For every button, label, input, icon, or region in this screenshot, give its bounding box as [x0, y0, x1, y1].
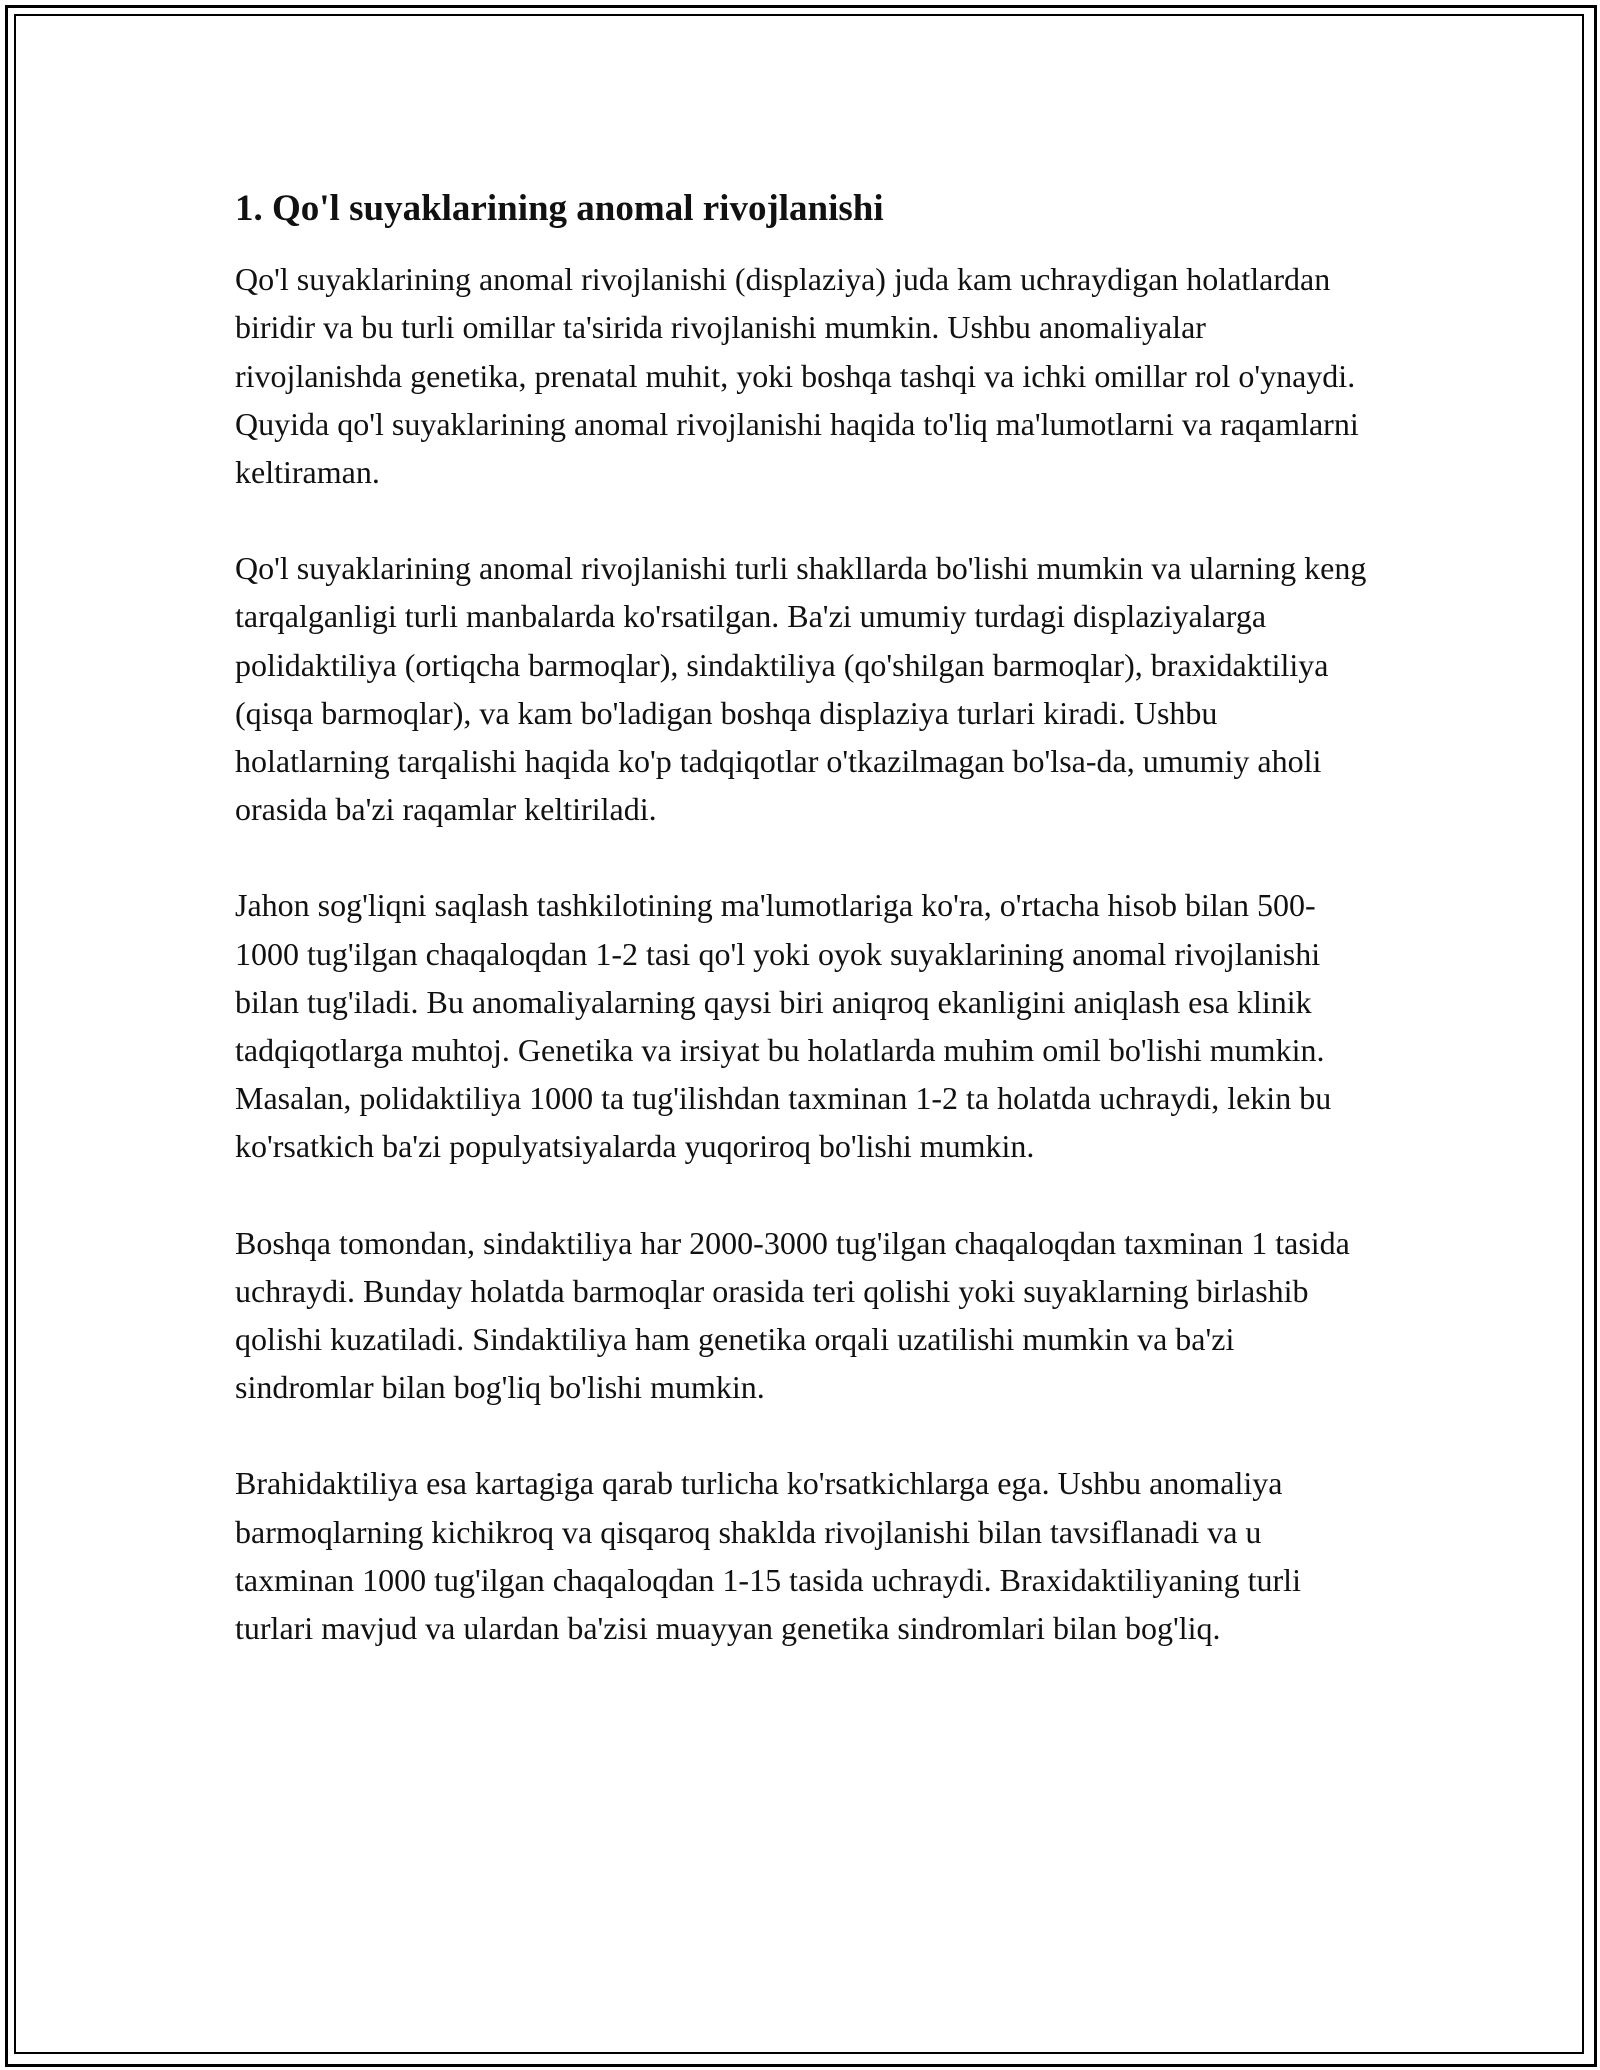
paragraph-3: Jahon sog'liqni saqlash tashkilotining ma'lumotlariga ko'ra, o'rtacha hisob bilan 500-1000 tug'ilgan chaqaloqdan 1-2 tasi qo'l yoki oyok suyaklarining anomal rivojlanishi bilan tug'iladi. Bu anomaliyalarning qaysi biri aniqroq ekanligini aniqlash esa klinik tadqiqotlarga muhtoj. Genetika va irsiyat bu holatlarda muhim omil bo'lishi mumkin. Masalan, polidaktiliya 1000 ta tug'ilishdan taxminan 1-2 ta holatda uchraydi, lekin bu ko'rsatkich ba'zi populyatsiyalarda yuqoriroq bo'lishi mumkin. [235, 887, 1332, 1165]
paragraph-5: Brahidaktiliya esa kartagiga qarab turlicha ko'rsatkichlarga ega. Ushbu anomaliya barmoqlarning kichikroq va qisqaroq shaklda rivojlanishi bilan tavsiflanadi va u taxminan 1000 tug'ilgan chaqaloqdan 1-15 tasida uchraydi. Braxidaktiliyaning turli turlari mavjud va ulardan ba'zisi muayyan genetika sindromlari bilan bog'liq. [235, 1465, 1301, 1646]
paragraph-1: Qo'l suyaklarining anomal rivojlanishi (displaziya) juda kam uchraydigan holatlardan biridir va bu turli omillar ta'sirida rivojlanishi mumkin. Ushbu anomaliyalar rivojlanishda genetika, prenatal muhit, yoki boshqa tashqi va ichki omillar rol o'ynaydi. Quyida qo'l suyaklarining anomal rivojlanishi haqida to'liq ma'lumotlarni va raqamlarni keltiraman. [235, 261, 1359, 490]
paragraph-2: Qo'l suyaklarining anomal rivojlanishi turli shakllarda bo'lishi mumkin va ularning keng tarqalganligi turli manbalarda ko'rsatilgan. Ba'zi umumiy turdagi displaziyalarga polidaktiliya (ortiqcha barmoqlar), sindaktiliya (qo'shilgan barmoqlar), braxidaktiliya (qisqa barmoqlar), va kam bo'ladigan boshqa displaziya turlari kiradi. Ushbu holatlarning tarqalishi haqida ko'p tadqiqotlar o'tkazilmagan bo'lsa-da, umumiy aholi orasida ba'zi raqamlar keltiriladi. [235, 550, 1367, 828]
section-title: 1. Qo'l suyaklarining anomal rivojlanishi [235, 188, 884, 229]
paragraph-4: Boshqa tomondan, sindaktiliya har 2000-3000 tug'ilgan chaqaloqdan taxminan 1 tasida uchraydi. Bunday holatda barmoqlar orasida teri qolishi yoki suyaklarning birlashib qolishi kuzatiladi. Sindaktiliya ham genetika orqali uzatilishi mumkin va ba'zi sindromlar bilan bog'liq bo'lishi mumkin. [235, 1224, 1350, 1406]
document-body [235, 185, 1375, 1700]
